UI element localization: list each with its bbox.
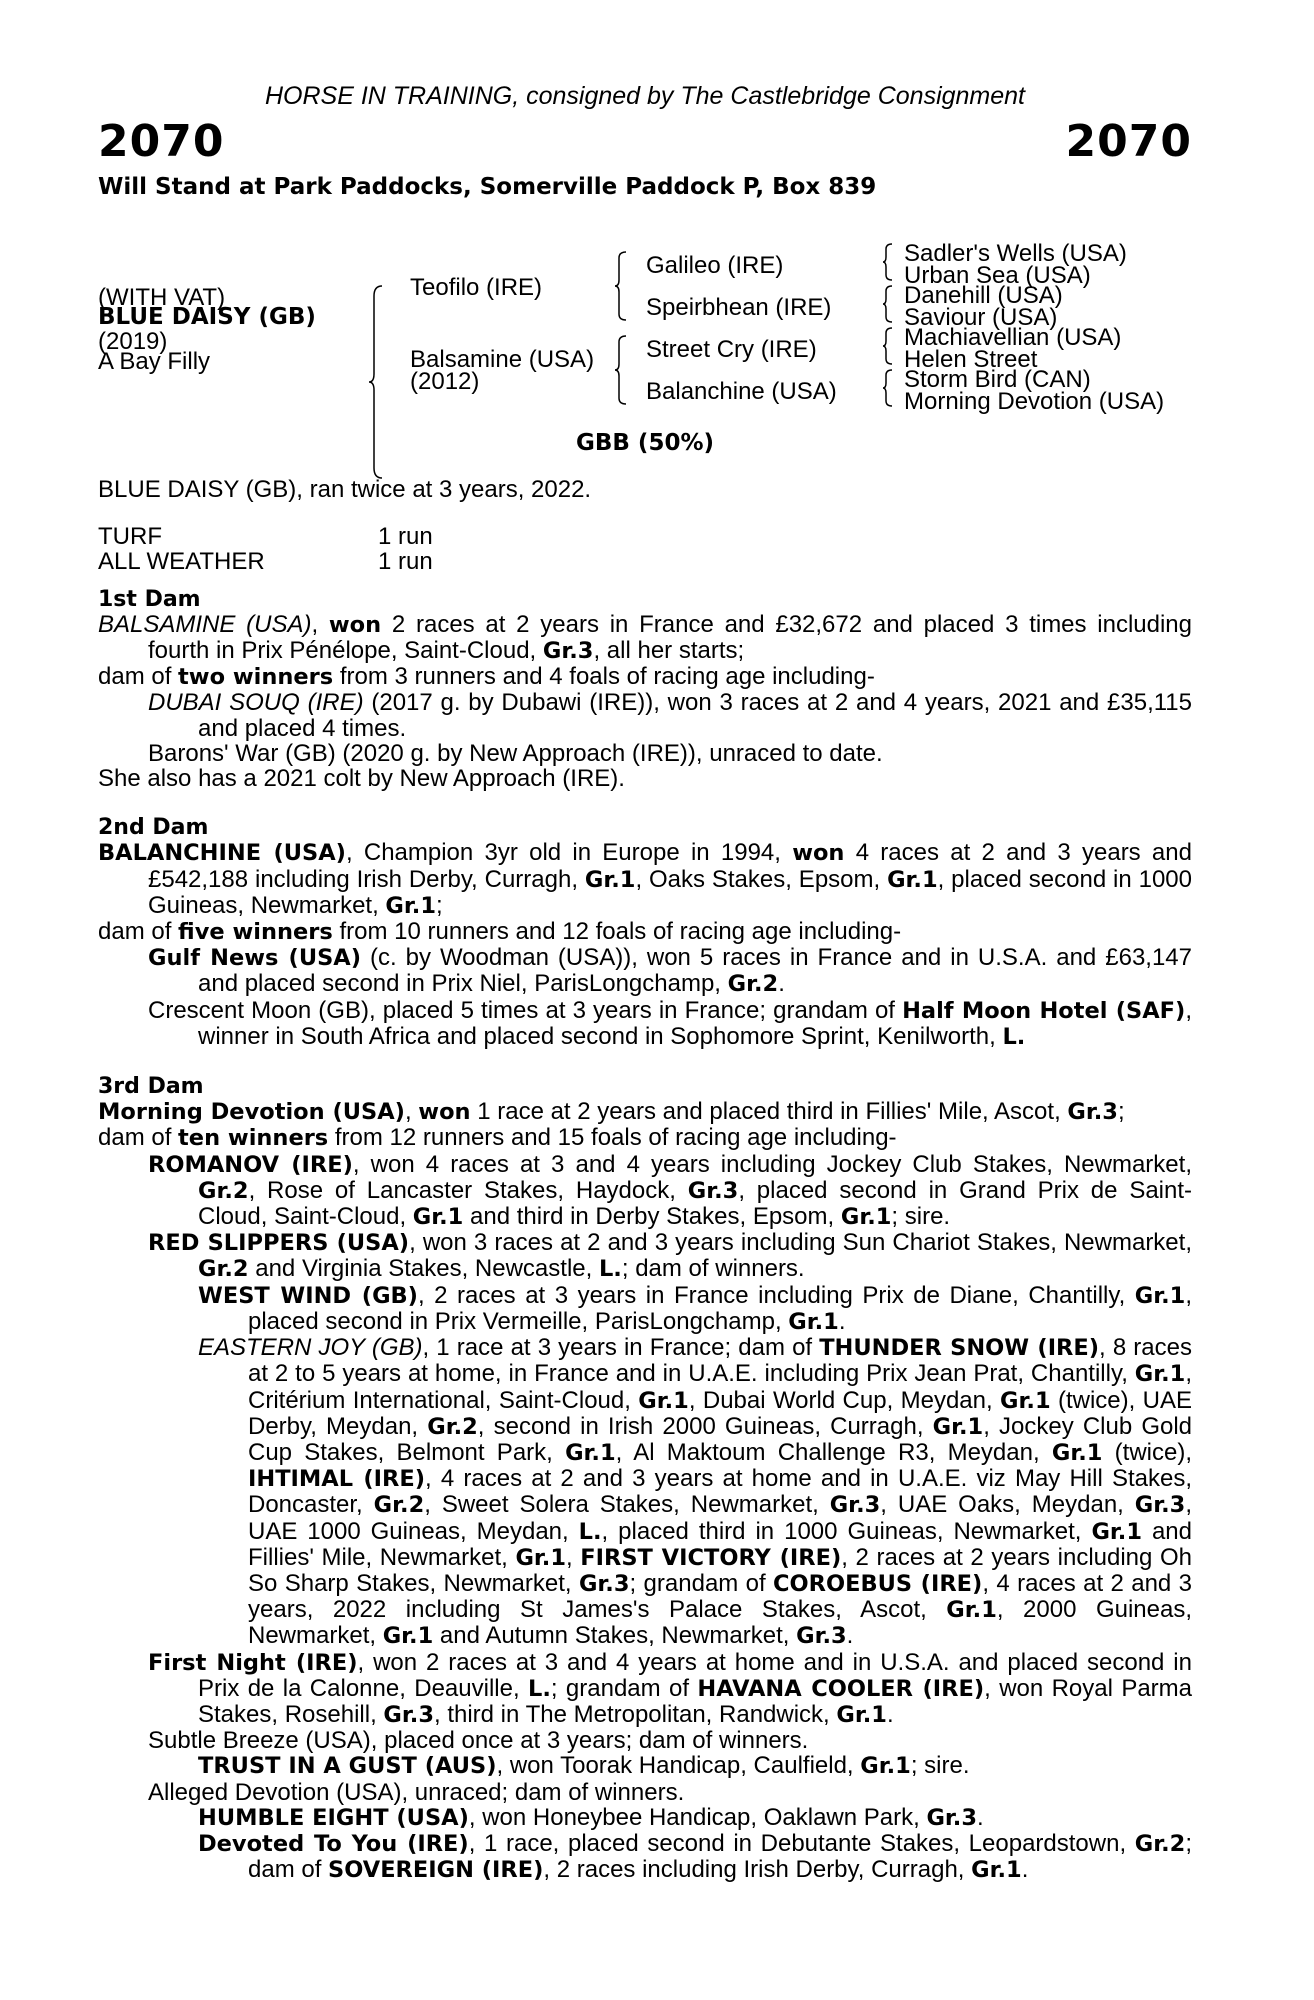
first-dam-heading: 1st Dam [98, 586, 201, 612]
lot-number-left: 2070 [98, 116, 225, 167]
sire-sire: Galileo (IRE) [646, 252, 784, 279]
ancestor-dsd: Helen Street [904, 346, 1038, 373]
ancestor-dds: Storm Bird (CAN) [904, 366, 1091, 393]
brace-dam-line [614, 334, 628, 406]
ancestor-sds: Danehill (USA) [904, 282, 1063, 309]
third-dam-foal: First Night (IRE), won 2 races at 3 and 4 years at home and in U.S.A. and placed second in Prix de la Calonne, Deauville, L.; grandam of HAVANA COOLER (IRE), won Royal Parma Stakes, Rosehill, Gr.3, third in The Metropolitan, Randwick, Gr.1. [148, 1648, 1193, 1728]
grand-produce: TRUST IN A GUST (AUS), won Toorak Handicap, Caulfield, Gr.1; sire. [198, 1752, 970, 1780]
brace-dd [882, 368, 894, 408]
second-dam-foal: Gulf News (USA) (c. by Woodman (USA)), won 5 races in France and in U.S.A. and £63,147 and placed second in Prix Niel, ParisLongchamp, Gr.2. [148, 944, 1192, 998]
second-dam-produce-intro: dam of five winners from 10 runners and 12 foals of racing age including- [98, 918, 902, 946]
third-dam-foal: Subtle Breeze (USA), placed once at 3 years; dam of winners. [148, 1727, 809, 1755]
third-dam-foal: Alleged Devotion (USA), unraced; dam of winners. [148, 1778, 685, 1806]
third-dam-foal: ROMANOV (IRE), won 4 races at 3 and 4 years including Jockey Club Stakes, Newmarket, Gr.2, Rose of Lancaster Stakes, Haydock, Gr.3, placed second in Grand Prix de Saint-Cloud, Saint-Cloud, Gr.1 and third in Derby Stakes, Epsom, Gr.1; sire. [148, 1150, 1193, 1231]
runs-row-turf: TURF 1 run [98, 523, 433, 551]
pedigree-table [98, 200, 1192, 520]
consignment-subtitle: HORSE IN TRAINING, consigned by The Castlebridge Consignment [264, 82, 1026, 110]
second-dam-record: BALANCHINE (USA), Champion 3yr old in Europe in 1994, won 4 races at 2 and 3 years and £542,188 including Irish Derby, Curragh, Gr.1, Oaks Stakes, Epsom, Gr.1, placed second in 1000 Guineas, Newmarket, Gr.1; [98, 839, 1193, 919]
second-dam-heading: 2nd Dam [98, 815, 209, 841]
horse-name: BLUE DAISY (GB) [98, 304, 316, 330]
dam-dam: Balanchine (USA) [646, 378, 837, 405]
ancestor-sss: Sadler's Wells (USA) [904, 240, 1127, 267]
dam-name: Balsamine (USA) [410, 346, 595, 373]
sire-name: Teofilo (IRE) [410, 274, 543, 301]
first-dam-note: She also has a 2021 colt by New Approach (IRE). [98, 765, 625, 793]
grand-produce: HUMBLE EIGHT (USA), won Honeybee Handicap, Oaklawn Park, Gr.3. [198, 1803, 984, 1831]
ancestor-ddd: Morning Devotion (USA) [904, 388, 1165, 415]
first-dam-foal: Barons' War (GB) (2020 g. by New Approach (IRE)), unraced to date. [148, 739, 883, 767]
brace-sire-line [614, 250, 628, 322]
grand-produce: EASTERN JOY (GB), 1 race at 3 years in France; dam of THUNDER SNOW (IRE), 8 races at 2 to 5 years at home, in France and in U.A.E. including Prix Jean Prat, Chantilly, Gr.1, Critérium International, Saint-Cloud, Gr.1, Dubai World Cup, Meydan, Gr.1 (twice), UAE Derby, Meydan, Gr.2, second in Irish 2000 Guineas, Curragh, Gr.1, Jockey Club Gold Cup Stakes, Belmont Park, Gr.1, Al Maktoum Challenge R3, Meydan, Gr.1 (twice), IHTIMAL (IRE), 4 races at 2 and 3 years at home and in U.A.E. viz May Hill Stakes, Doncaster, Gr.2, Sweet Solera Stakes, Newmarket, Gr.3, UAE Oaks, Meydan, Gr.3, UAE 1000 Guineas, Meydan, L., placed third in 1000 Guineas, Newmarket, Gr.1 and Fillies' Mile, Newmarket, Gr.1, FIRST VICTORY (IRE), 2 races at 2 years including Oh So Sharp Stakes, Newmarket, Gr.3; grandam of COROEBUS (IRE), 4 races at 2 and 3 years, 2022 including St James's Palace Stakes, Ascot, Gr.1, 2000 Guineas, Newmarket, Gr.1 and Autumn Stakes, Newmarket, Gr.3. [198, 1334, 1193, 1650]
lot-number-right: 2070 [1065, 116, 1192, 167]
vat-note: (WITH VAT) [98, 284, 226, 311]
sire-dam: Speirbhean (IRE) [646, 294, 832, 321]
grand-produce: WEST WIND (GB), 2 races at 3 years in France including Prix de Diane, Chantilly, Gr.1, placed second in Prix Vermeille, ParisLongchamp, Gr.1. [198, 1281, 1192, 1335]
brace-ss [882, 242, 894, 282]
second-dam-foal: Crescent Moon (GB), placed 5 times at 3 years in France; grandam of Half Moon Hotel (SAF), winner in South Africa and placed second in Sophomore Sprint, Kenilworth, L. [148, 996, 1192, 1050]
ancestor-dss: Machiavellian (USA) [904, 324, 1122, 351]
third-dam-heading: 3rd Dam [98, 1074, 204, 1100]
catalogue-body [98, 477, 1192, 1883]
ancestor-sdd: Saviour (USA) [904, 304, 1058, 331]
stand-location: Will Stand at Park Paddocks, Somerville Paddock P, Box 839 [98, 174, 877, 200]
first-dam-produce-intro: dam of two winners from 3 runners and 4 foals of racing age including- [98, 663, 875, 691]
brace-sd [882, 284, 894, 324]
third-dam-produce-intro: dam of ten winners from 12 runners and 15 foals of racing age including- [98, 1124, 897, 1152]
first-dam-record: BALSAMINE (USA), won 2 races at 2 years in France and £32,672 and placed 3 times including fourth in Prix Pénélope, Saint-Cloud, Gr.3, all her starts; [98, 610, 1193, 665]
gbb-badge: GBB (50%) [575, 430, 715, 456]
grand-produce: Devoted To You (IRE), 1 race, placed second in Debutante Stakes, Leopardstown, Gr.2; dam of SOVEREIGN (IRE), 2 races including Irish Derby, Curragh, Gr.1. [198, 1829, 1192, 1884]
runs-row-all-weather: ALL WEATHER 1 run [98, 548, 433, 576]
first-dam-foal: DUBAI SOUQ (IRE) (2017 g. by Dubawi (IRE)), won 3 races at 2 and 4 years, 2021 and £35,115 and placed 4 times. [148, 689, 1193, 742]
horse-description: A Bay Filly [98, 348, 211, 375]
third-dam-record: Morning Devotion (USA), won 1 race at 2 years and placed third in Fillies' Mile, Ascot, Gr.3; [98, 1098, 1125, 1126]
third-dam-foal: RED SLIPPERS (USA), won 3 races at 2 and 3 years including Sun Chariot Stakes, Newmarket, Gr.2 and Virginia Stakes, Newcastle, L.; dam of winners. [148, 1229, 1192, 1283]
dam-year: (2012) [410, 368, 480, 395]
brace-ds [882, 326, 894, 366]
ancestor-ssd: Urban Sea (USA) [904, 262, 1091, 289]
horse-year: (2019) [98, 328, 168, 355]
dam-sire: Street Cry (IRE) [646, 336, 817, 363]
race-summary: BLUE DAISY (GB), ran twice at 3 years, 2022. [98, 476, 592, 503]
